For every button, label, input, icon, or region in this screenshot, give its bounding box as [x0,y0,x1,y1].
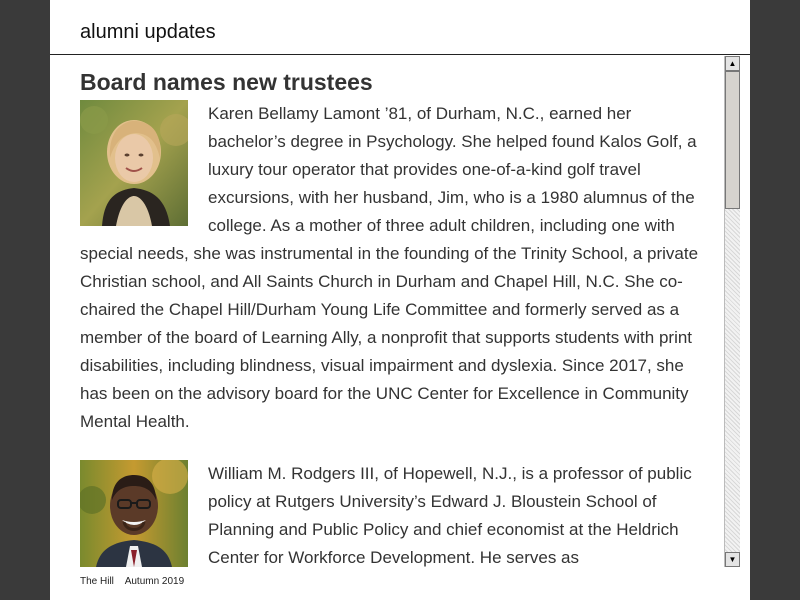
trustee-bio-2: William M. Rodgers III, of Hopewell, N.J., is a professor of public policy at Rutgers University’s Edward J. Bloustein School of Planning and Public Policy and chief economist at the Heldrich Center for Workforce Development. He serves as [208,464,692,567]
trustee-photo-2 [80,460,188,567]
vertical-scrollbar[interactable] [724,56,740,567]
article-title: Board names new trustees [80,69,373,95]
article-content [80,56,700,571]
trustee-entry-1 [80,100,700,436]
page-footer [80,576,184,588]
trustee-photo-1 [80,100,188,226]
trustee-bio-1: Karen Bellamy Lamont ’81, of Durham, N.C., earned her bachelor’s degree in Psychology. She helped found Kalos Golf, a luxury tour operator that provides one-of-a-kind golf travel excursions, with her husband, Jim, who is a 1980 alumnus of the college. As a mother of three adult children, including one with special needs, she was instrumental in the founding of the Trinity School, a private Christian school, and All Saints Church in Durham and Chapel Hill, N.C. She co-chaired the Chapel Hill/Durham Young Life Committee and formerly served as a member of the board of Learning Ally, a nonprofit that supports students with print disabilities, including blindness, visual impairment and dyslexia. Since 2017, she has been on the advisory board for the UNC Center for Excellence in Community Mental Health. [80,104,699,431]
issue-date: Autumn 2019 [124,576,185,587]
section-header [50,0,750,55]
scrollbar-thumb[interactable] [725,71,740,209]
publication-name: The Hill [80,576,114,587]
trustee-entry-2 [80,460,700,571]
scroll-up-arrow-icon[interactable]: ▲ [725,56,740,71]
section-title: alumni updates [80,21,216,43]
page [50,0,750,600]
scroll-down-arrow-icon[interactable]: ▼ [725,552,740,567]
